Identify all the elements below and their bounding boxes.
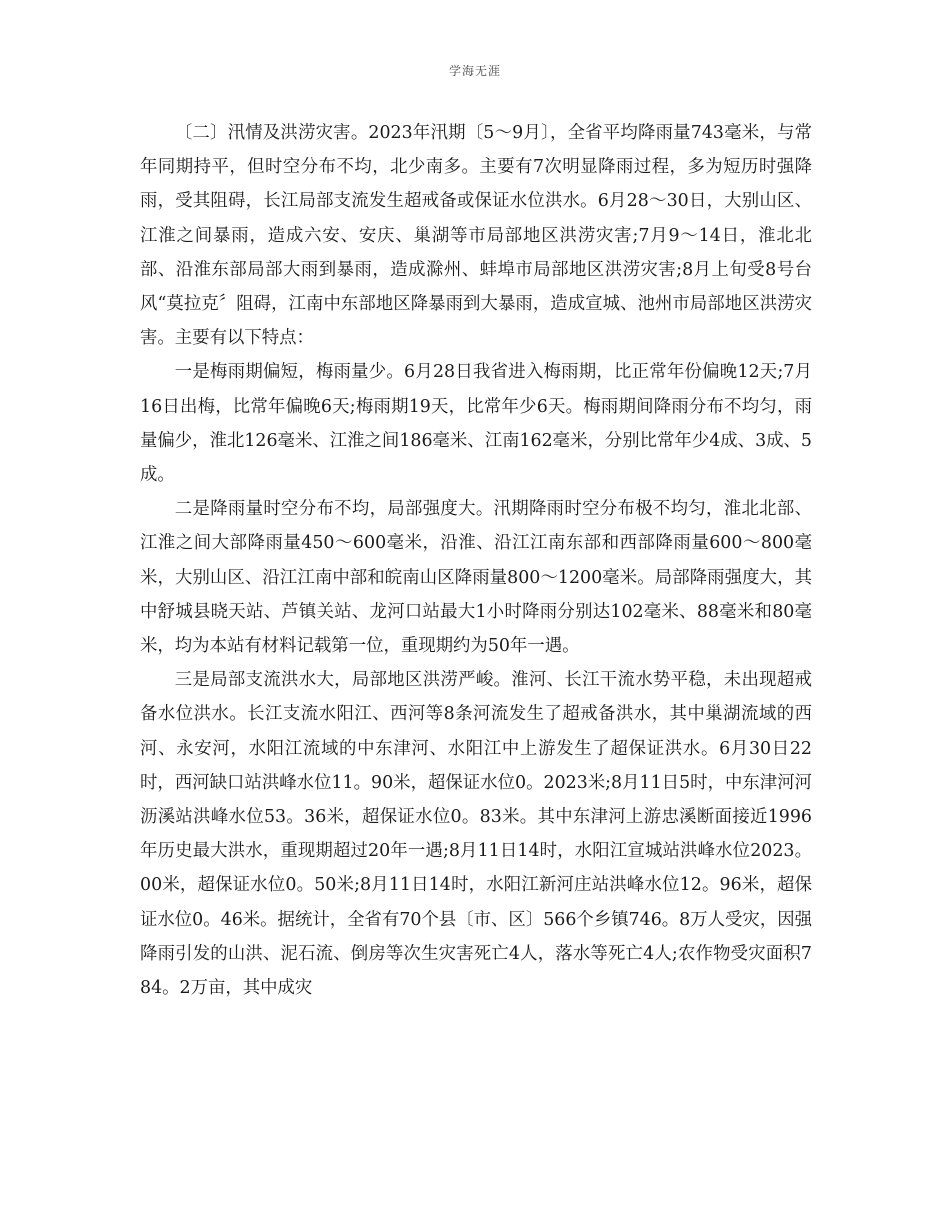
paragraph-plum-rain-period: 一是梅雨期偏短，梅雨量少。6月28日我省进入梅雨期，比正常年份偏晚12天;7月16日出梅，比常年偏晚6天;梅雨期19天，比常年少6天。梅雨期间降雨分布不均匀，雨量偏少，淮北126毫米、江淮之间186毫米、江南162毫米，分别比常年少4成、3成、5成。 [140, 362, 812, 486]
page-header: 学海无涯 [448, 64, 501, 78]
paragraph-rainfall-distribution: 二是降雨量时空分布不均，局部强度大。汛期降雨时空分布极不均匀，淮北北部、江淮之间大部降雨量450～600毫米，沿淮、沿江江南东部和西部降雨量600～800毫米，大别山区、沿江江南中部和皖南山区降雨量800～1200毫米。局部降雨强度大，其中舒城县晓天站、芦镇关站、龙河口站最大1小时降雨分别达102毫米、88毫米和80毫米，均为本站有材料记载第一位，重现期约为50年一遇。 [140, 499, 812, 657]
paragraph-tributary-floods: 三是局部支流洪水大，局部地区洪涝严峻。淮河、长江干流水势平稳，未出现超戒备水位洪水。长江支流水阳江、西河等8条河流发生了超戒备洪水，其中巢湖流域的西河、永安河，水阳江流域的中东津河、水阳江中上游发生了超保证洪水。6月30日22时，西河缺口站洪峰水位11。90米，超保证水位0。2023米;8月11日5时，中东津河河沥溪站洪峰水位53。36米，超保证水位0。83米。其中东津河上游忠溪断面接近1996年历史最大洪水，重现期超过20年一遇;8月11日14时，水阳江宣城站洪峰水位2023。00米，超保证水位0。50米;8月11日14时，水阳江新河庄站洪峰水位12。96米，超保证水位0。46米。据统计，全省有70个县〔市、区〕566个乡镇746。8万人受灾，因强降雨引发的山洪、泥石流、倒房等次生灾害死亡4人，落水等死亡4人;农作物受灾面积784。2万亩，其中成灾 [140, 670, 812, 999]
paragraph-flood-overview: 〔二〕汛情及洪涝灾害。2023年汛期〔5～9月〕，全省平均降雨量743毫米，与常年同期持平，但时空分布不均，北少南多。主要有7次明显降雨过程，多为短历时强降雨，受其阻碍，长江局部支流发生超戒备或保证水位洪水。6月28～30日，大别山区、江淮之间暴雨，造成六安、安庆、巢湖等市局部地区洪涝灾害;7月9～14日，淮北北部、沿淮东部局部大雨到暴雨，造成滁州、蚌埠市局部地区洪涝灾害;8月上旬受8号台风“莫拉克〞阻碍，江南中东部地区降暴雨到大暴雨，造成宣城、池州市局部地区洪涝灾害。主要有以下特点： [140, 123, 812, 349]
document-body [140, 116, 812, 1005]
